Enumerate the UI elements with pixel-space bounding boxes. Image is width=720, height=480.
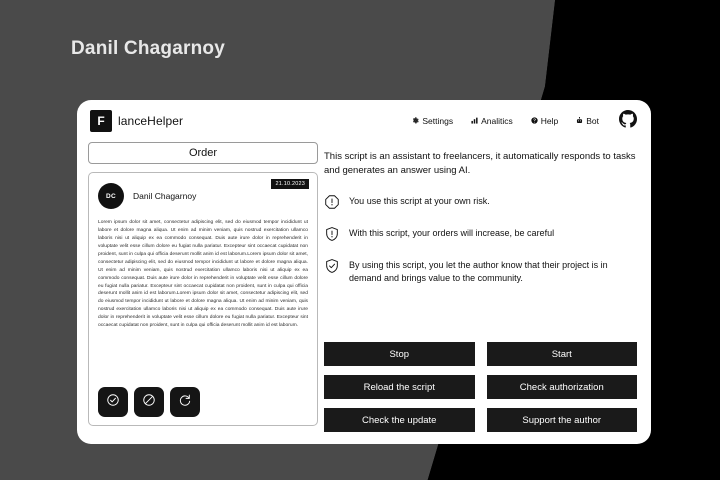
shield-alert-icon — [324, 226, 340, 247]
github-icon — [619, 110, 637, 133]
nav-item-analitics-label: Analitics — [481, 116, 513, 126]
notice-orders — [324, 227, 637, 247]
alert-octagon-icon — [324, 194, 340, 215]
app-topbar — [77, 100, 651, 142]
nav-item-help-label: Help — [540, 116, 559, 126]
github-link[interactable] — [619, 110, 637, 133]
tab-order-label: Order — [188, 147, 218, 159]
nav-item-settings[interactable] — [412, 116, 453, 126]
page-title: Danil Chagarnoy — [71, 38, 225, 59]
refresh-order-button[interactable] — [170, 387, 200, 417]
bot-icon — [576, 116, 583, 126]
shield-check-icon — [324, 258, 340, 279]
order-client-name: Danil Chagarnoy — [133, 191, 197, 201]
nav-item-help[interactable] — [531, 116, 558, 126]
intro-description: This script is an assistant to freelancers, it automatically responds to tasks and generates an answer using AI. — [324, 151, 636, 177]
brand — [90, 110, 183, 132]
notice-community — [324, 259, 637, 285]
chart-icon — [471, 116, 478, 126]
question-icon — [531, 116, 538, 126]
support-author-button[interactable]: Support the author — [487, 408, 638, 432]
reload-arrow-icon — [178, 393, 192, 412]
notice-list — [324, 195, 637, 285]
brand-name: lanceHelper — [118, 114, 184, 128]
order-card — [88, 172, 318, 426]
top-navigation — [412, 110, 637, 133]
nav-item-bot-label: Bot — [586, 116, 599, 126]
notice-community-label: By using this script, you let the author know that their project is in demand and brings value to the community. — [349, 259, 608, 283]
order-column — [88, 142, 318, 434]
check-authorization-button[interactable]: Check authorization — [487, 375, 638, 399]
check-circle-icon — [106, 393, 120, 412]
nav-item-analitics[interactable] — [471, 116, 513, 126]
notice-orders-label: With this script, your orders will increase, be careful — [349, 227, 555, 238]
order-date-badge: 21.10.2023 — [271, 179, 309, 189]
nav-item-settings-label: Settings — [422, 116, 454, 126]
gear-icon — [412, 116, 419, 126]
check-update-button[interactable]: Check the update — [324, 408, 475, 432]
order-action-buttons — [98, 387, 200, 417]
reload-script-button[interactable]: Reload the script — [324, 375, 475, 399]
brand-logo-icon: F — [90, 110, 112, 132]
nav-item-bot[interactable] — [576, 116, 599, 126]
reject-order-button[interactable] — [134, 387, 164, 417]
info-column — [324, 150, 637, 434]
tab-order[interactable] — [88, 142, 318, 164]
notice-risk-label: You use this script at your own risk. — [349, 195, 490, 206]
notice-risk — [324, 195, 637, 215]
start-button[interactable]: Start — [487, 342, 638, 366]
stop-button[interactable]: Stop — [324, 342, 475, 366]
accept-order-button[interactable] — [98, 387, 128, 417]
app-window — [77, 100, 651, 444]
ban-circle-icon — [142, 393, 156, 412]
avatar: DC — [98, 183, 124, 209]
order-body-text: Lorem ipsum dolor sit amet, consectetur adipiscing elit, sed do eiusmod tempor incididunt ut labore et dolore magna aliqua. Ut enim ad minim veniam, quis nostrud exercitation ullamco laboris nisi ut aliquip ex ea commodo consequat. Duis aute irure dolor in reprehenderit in voluptate velit esse cillum dolore eu fugiat nulla pariatur. Excepteur sint occaecat cupidatat non proident, sunt in culpa qui officia deserunt mollit anim id est laborum.Lorem ipsum dolor sit amet, consectetur adipiscing elit, sed do eiusmod tempor incididunt ut labore et dolore magna aliqua. Ut enim ad minim veniam, quis nostrud exercitation ullamco laboris nisi ut aliquip ex ea commodo consequat. Duis aute irure dolor in reprehenderit in voluptate velit esse cillum dolore eu fugiat nulla pariatur. Excepteur sint occaecat cupidatat non proident, sunt in culpa qui officia deserunt mollit anim id est laborum.Lorem ipsum dolor sit amet, consectetur adipiscing elit, sed do eiusmod tempor incididunt ut labore et dolore magna aliqua. Ut enim ad minim veniam, quis nostrud exercitation ullamco laboris nisi ut aliquip ex ea commodo consequat. Duis aute irure dolor in reprehenderit in voluptate velit esse cillum dolore eu fugiat nulla pariatur. Excepteur sint occaecat cupidatat non proident, sunt in culpa qui officia deserunt mollit anim id est laborum. — [98, 220, 308, 329]
control-button-grid — [324, 342, 637, 432]
